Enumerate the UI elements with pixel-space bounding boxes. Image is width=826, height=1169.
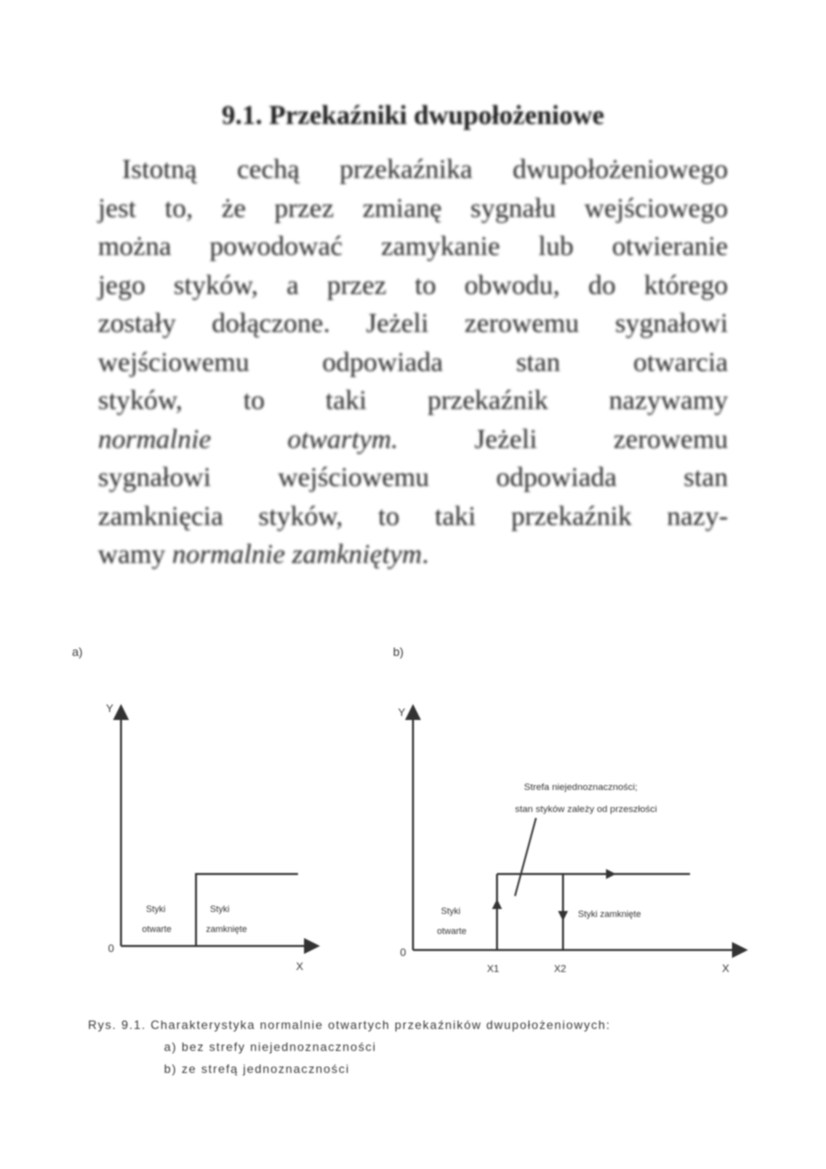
italic-term: normalnie zamkniętym [172,538,422,569]
arrow-right-icon [606,869,616,879]
word: sygnałowi [98,461,212,492]
word: odpowiada [322,345,443,377]
word: wejściowemu [98,345,250,377]
annotation-text: stan styków zależy od przeszłości [515,804,658,815]
paragraph-line: jest to, że przez zmianę sygnału wejściowego [98,191,728,223]
word: to [243,384,265,415]
region-label: Styki zamknięte [578,909,642,919]
word: przekaźnik [427,384,549,415]
italic-term: normalnie [98,422,212,454]
paragraph-line: jego styków, a przez to obwodu, do którego [98,268,728,300]
region-label: zamknięte [206,924,248,934]
x-axis-label: X [296,961,304,973]
caption-line: Rys. 9.1. Charakterystyka normalnie otwartych przekaźników dwupołożeniowych: [88,1018,611,1032]
section-heading: 9.1. Przekaźniki dwupołożeniowe [221,100,605,130]
word: . [421,538,429,569]
word: odpowiada [496,461,617,492]
word: taki [325,384,367,415]
x1-label: X1 [487,964,500,975]
word: styków, [98,384,183,415]
figure-a [72,645,312,973]
word: Jeżeli [474,422,538,454]
figure-a-label: a) [72,645,83,659]
figure-caption [88,1014,611,1080]
figure-b-label: b) [393,645,404,659]
figure-b [393,645,740,975]
origin-label: 0 [400,947,407,959]
caption-line: b) ze strefą jednoznaczności [164,1062,350,1076]
paragraph-line: zamknięcia styków, to taki przekaźnik nazy- [98,499,728,531]
paragraph-line: zostały dołączone. Jeżeli zerowemu sygnałowi [98,307,728,338]
word: wejściowemu [277,461,430,492]
paragraph-line [98,458,728,497]
y-axis-label: Y [106,703,114,715]
x-axis-label: X [722,963,730,975]
arrow-down-icon [558,911,568,921]
region-label: Styki [146,904,166,914]
word: zerowemu [613,422,728,454]
word: stan [515,345,561,377]
region-label: Styki [441,906,461,916]
word: wamy [98,538,173,569]
paragraph-line: Istotną cechą przekaźnika dwupołożeniowego [122,153,728,184]
word: stan [683,461,728,492]
italic-term: otwartym. [287,422,399,454]
paragraph-line [98,535,728,574]
arrow-up-icon [492,899,502,909]
region-label: otwarte [142,924,172,934]
region-label: Styki [210,904,230,914]
region-label: otwarte [437,926,467,936]
x2-label: X2 [554,964,567,975]
paragraph-line: można powodować zamykanie lub otwieranie [98,230,728,261]
paragraph-line [98,420,728,459]
word: otwarcia [633,345,728,377]
caption-line: a) bez strefy niejednoznaczności [164,1040,377,1054]
paragraph-line [98,343,728,382]
word: nazywamy [608,384,728,415]
paragraph-line [98,381,728,420]
annotation-pointer [515,818,536,896]
y-axis-label: Y [398,707,406,719]
annotation-text: Strefa niejednoznaczności; [524,782,638,793]
body-paragraph [98,150,728,574]
origin-label: 0 [108,943,115,955]
